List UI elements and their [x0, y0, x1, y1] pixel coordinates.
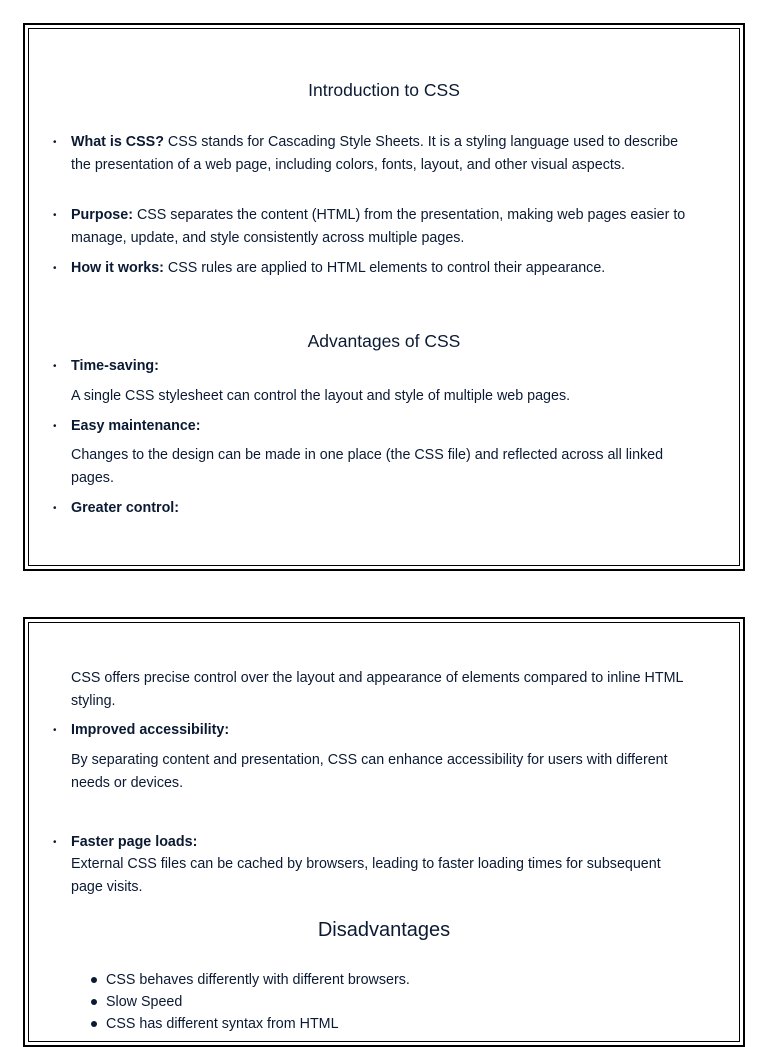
bullet-icon: • — [53, 837, 57, 848]
bullet-icon — [91, 977, 97, 983]
item-text: CSS stands for Cascading Style Sheets. It is a styling language used to describe the presentation of a web page, including colors, fonts, layout, and other visual aspects. — [71, 134, 679, 173]
list-item-faster-page-loads — [71, 831, 691, 854]
bullet-icon: • — [53, 137, 57, 148]
bullet-icon: • — [53, 263, 57, 274]
bullet-icon: • — [53, 503, 57, 514]
item-label: Time-saving: — [71, 358, 159, 374]
list-item-purpose — [71, 204, 691, 249]
bullet-icon — [91, 999, 97, 1005]
item-text: CSS separates the content (HTML) from the presentation, making web pages easier to manage, update, and style consistently across multiple pages. — [71, 207, 686, 246]
list-item-greater-control — [71, 497, 691, 520]
item-label: Purpose: — [71, 207, 133, 223]
list-item-time-saving — [71, 355, 691, 378]
item-description: By separating content and presentation, CSS can enhance accessibility for users with different needs or devices. — [71, 752, 668, 791]
disadvantage-item: CSS behaves differently with different browsers. — [106, 972, 410, 988]
item-label: What is CSS? — [71, 134, 164, 150]
document-page-1 — [23, 23, 745, 571]
disadvantage-item: CSS has different syntax from HTML — [106, 1016, 339, 1032]
item-label: Faster page loads: — [71, 834, 198, 850]
heading-introduction: Introduction to CSS — [308, 80, 460, 100]
item-description: A single CSS stylesheet can control the layout and style of multiple web pages. — [71, 388, 571, 404]
list-item-how-it-works — [71, 257, 691, 280]
item-label: Greater control: — [71, 500, 180, 516]
bullet-icon: • — [53, 421, 57, 432]
list-item-easy-maintenance — [71, 415, 691, 438]
item-label: Improved accessibility: — [71, 722, 230, 738]
item-description: Changes to the design can be made in one place (the CSS file) and reflected across all linked pages. — [71, 447, 664, 486]
bullet-icon: • — [53, 725, 57, 736]
item-text: CSS rules are applied to HTML elements to control their appearance. — [163, 260, 606, 276]
heading-advantages: Advantages of CSS — [307, 331, 461, 351]
item-description: CSS offers precise control over the layout and appearance of elements compared to inline HTML styling. — [71, 670, 683, 709]
bullet-icon: • — [53, 361, 57, 372]
item-label: How it works: — [71, 260, 164, 276]
heading-disadvantages: Disadvantages — [317, 919, 451, 941]
document-page-2 — [23, 617, 745, 1047]
item-description: External CSS files can be cached by browsers, leading to faster loading times for subsequent page visits. — [71, 856, 661, 895]
bullet-icon: • — [53, 210, 57, 221]
list-item-what-is-css — [71, 131, 691, 176]
disadvantage-item: Slow Speed — [106, 994, 183, 1010]
list-item-improved-accessibility — [71, 719, 691, 742]
item-label: Easy maintenance: — [71, 418, 201, 434]
bullet-icon — [91, 1021, 97, 1027]
